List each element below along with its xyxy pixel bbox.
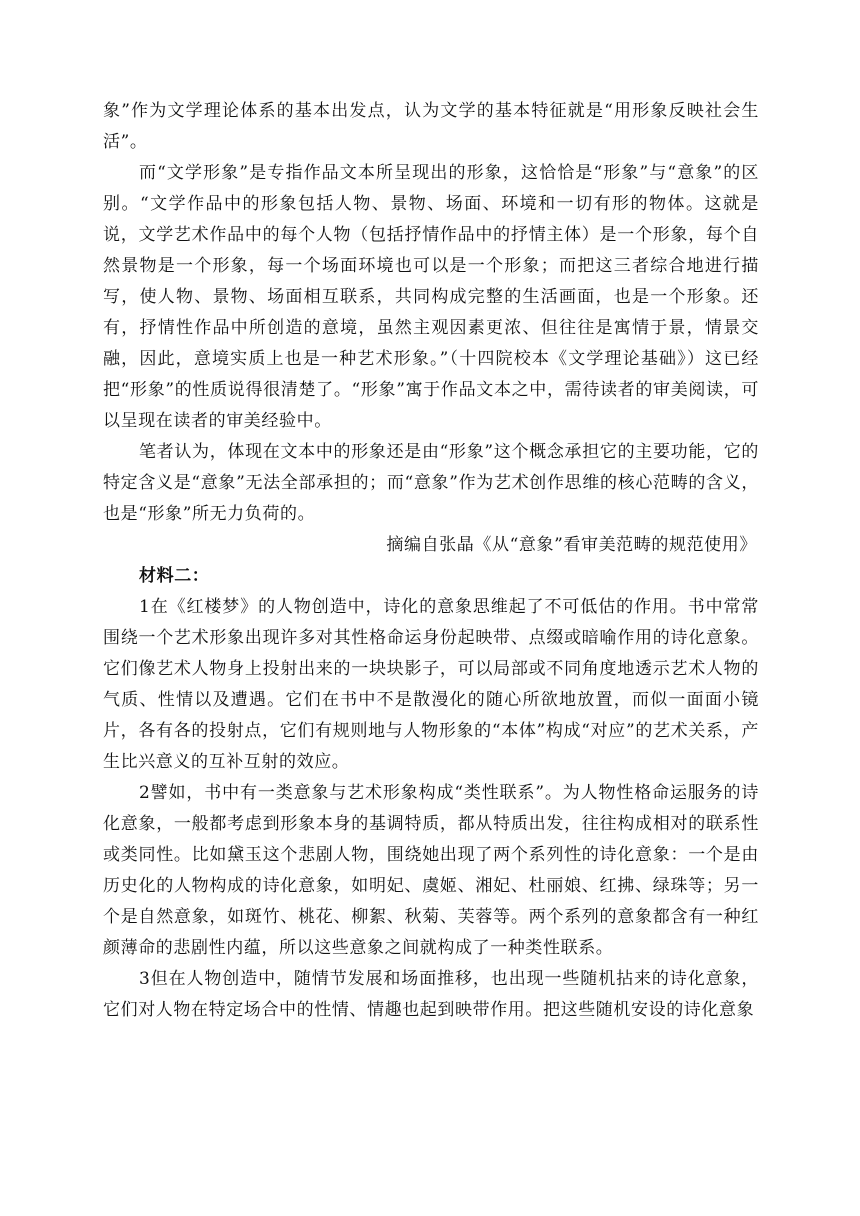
document-page (103, 96, 759, 1026)
source-citation: 摘编自张晶《从“意象”看审美范畴的规范使用》 (386, 535, 757, 555)
paragraph-literary-image: 而“文学形象”是专指作品文本所呈现出的形象，这恰恰是“形象”与“意象”的区别。“文学作品中的形象包括人物、景物、场面、环境和一切有形的物体。这就是说，文学艺术作品中的每个人物（包括抒情作品中的抒情主体）是一个形象，每个自然景物是一个形象，每一个场面环境也可以是一个形象；而把这三者综合地进行描写，使人物、景物、场面相互联系，共同构成完整的生活画面，也是一个形象。还有，抒情性作品中所创造的意境，虽然主观因素更浓、但往往是寓情于景，情景交融，因此，意境实质上也是一种艺术形象。”（十四院校本《文学理论基础》）这已经把“形象”的性质说得很清楚了。“形象”寓于作品文本之中，需待读者的审美阅读，可以呈现在读者的审美经验中。 (103, 163, 759, 431)
paragraph-point-2: 2譬如，书中有一类意象与艺术形象构成“类性联系”。为人物性格命运服务的诗化意象，一般都考虑到形象本身的基调特质，都从特质出发，往往构成相对的联系性或类同性。比如黛玉这个悲剧人物，围绕她出现了两个系列性的诗化意象：一个是由历史化的人物构成的诗化意象，如明妃、虞姬、湘妃、杜丽娘、红拂、绿珠等；另一个是自然意象，如斑竹、桃花、柳絮、秋菊、芙蓉等。两个系列的意象都含有一种红颜薄命的悲剧性内蕴，所以这些意象之间就构成了一种类性联系。 (103, 783, 759, 958)
paragraph-continuation: 象”作为文学理论体系的基本出发点，认为文学的基本特征就是“用形象反映社会生活”。 (103, 101, 759, 152)
paragraph-point-1: 1在《红楼梦》的人物创造中，诗化的意象思维起了不可低估的作用。书中常常围绕一个艺术形象出现许多对其性格命运身份起映带、点缀或暗喻作用的诗化意象。它们像艺术人物身上投射出来的一块块影子，可以局部或不同角度地透示艺术人物的气质、性情以及遭遇。它们在书中不是散漫化的随心所欲地放置，而似一面面小镜片，各有各的投射点，它们有规则地与人物形象的“本体”构成“对应”的艺术关系，产生比兴意义的互补互射的效应。 (103, 597, 759, 772)
paragraph-point-3: 3但在人物创造中，随情节发展和场面推移，也出现一些随机拈来的诗化意象，它们对人物在特定场合中的性情、情趣也起到映带作用。把这些随机安设的诗化意象 (103, 969, 759, 1020)
paragraph-author-view: 笔者认为，体现在文本中的形象还是由“形象”这个概念承担它的主要功能，它的特定含义是“意象”无法全部承担的；而“意象”作为艺术创作思维的核心范畴的含义，也是“形象”所无力负荷的。 (103, 442, 759, 524)
material-two-heading: 材料二： (139, 566, 210, 586)
